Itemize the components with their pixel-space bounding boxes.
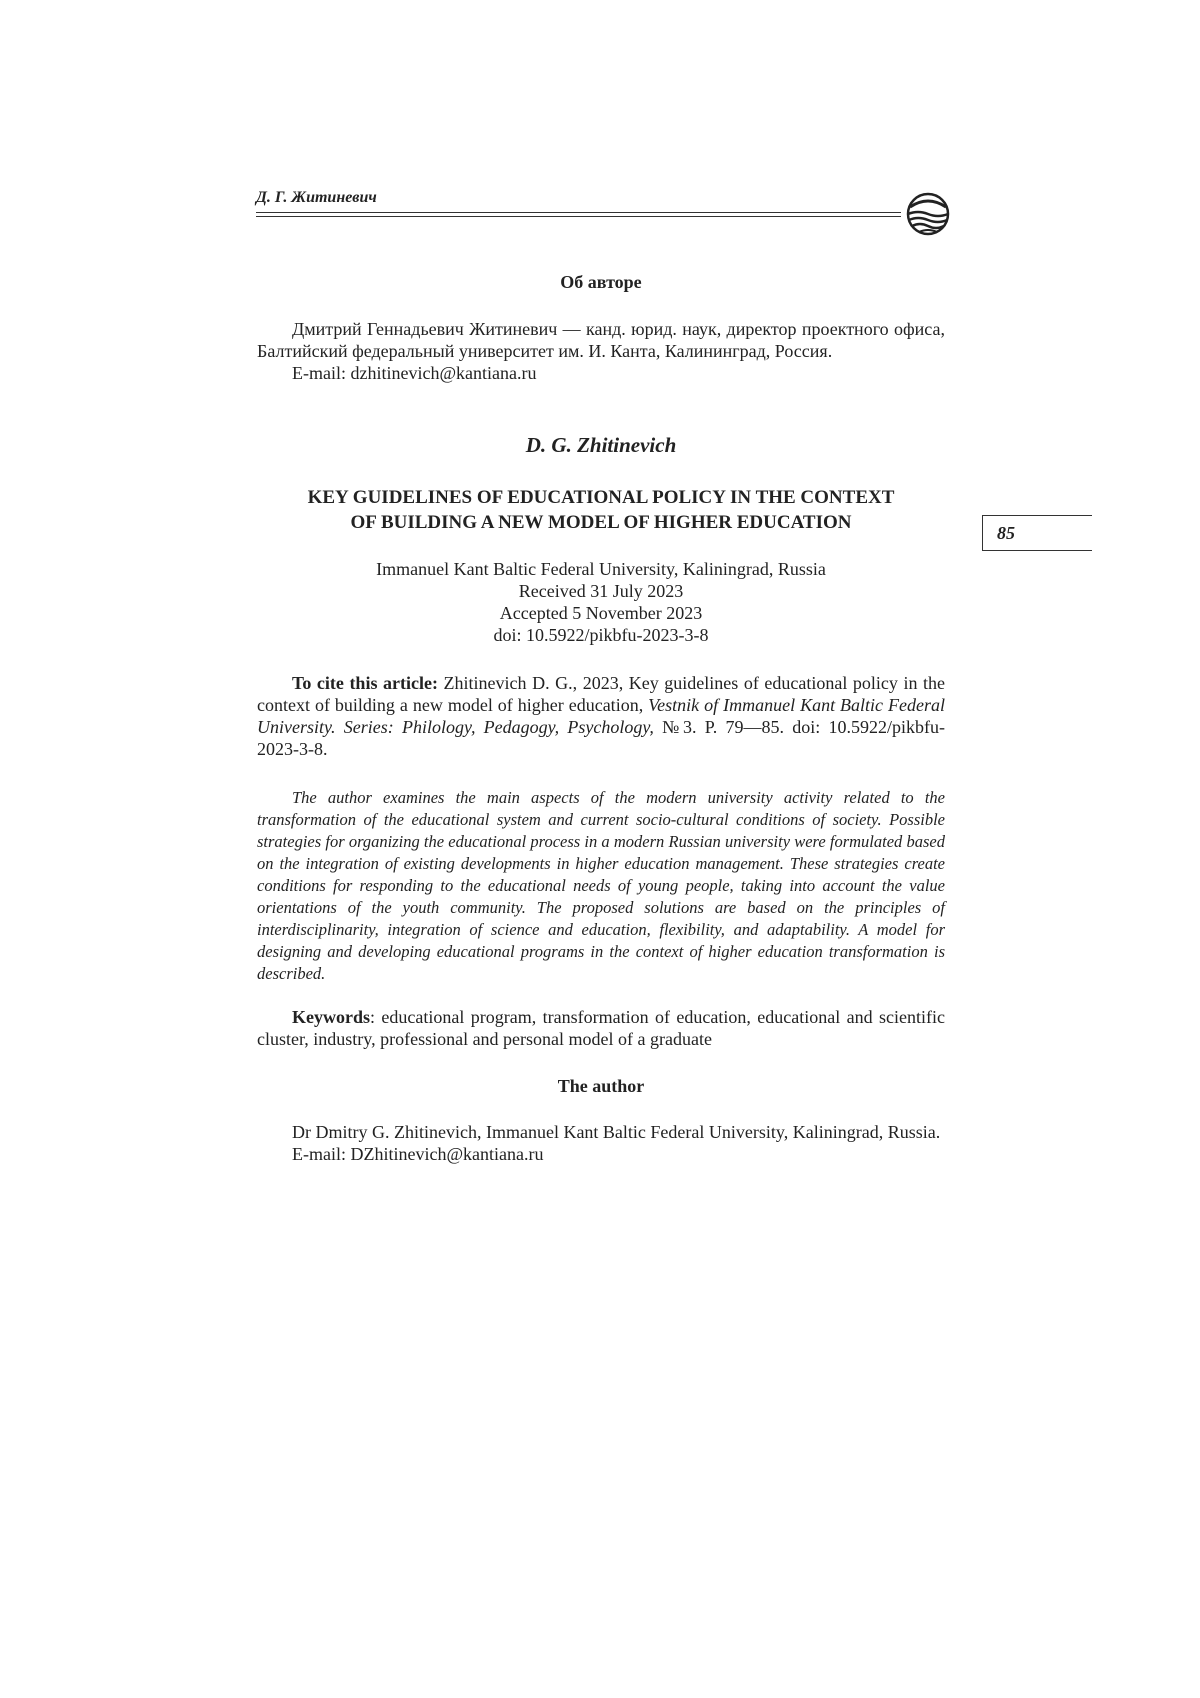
page-number: 85 <box>997 523 1015 543</box>
about-en-bio: Dr Dmitry G. Zhitinevich, Immanuel Kant Baltic Federal University, Kaliningrad, Russia. <box>292 1122 941 1142</box>
citation-text-2: №3. P. 79—85. doi: 10.5922/pikbfu-2023-3-8. <box>257 717 946 759</box>
accepted-date: Accepted 5 November 2023 <box>499 603 703 623</box>
header-rule <box>256 212 901 213</box>
article-author: D. G. Zhitinevich <box>525 433 677 457</box>
about-en-email: E-mail: DZhitinevich@kantiana.ru <box>292 1144 544 1164</box>
journal-logo-icon <box>903 189 953 239</box>
page-number-box <box>982 515 1092 551</box>
article-doi: doi: 10.5922/pikbfu-2023-3-8 <box>493 625 709 645</box>
article-meta <box>257 558 945 646</box>
keywords-label: Keywords <box>292 1007 370 1027</box>
citation <box>257 672 945 760</box>
keywords <box>257 1006 945 1050</box>
citation-text-1: Zhitinevich D. G., 2023, Key guidelines of educational policy in the context of building a new model of higher education, <box>257 673 946 715</box>
keywords-text: : educational program, transformation of education, educational and scientific cluster, industry, professional and personal model of a graduate <box>257 1007 945 1049</box>
article-title <box>257 485 945 535</box>
citation-label: To cite this article: <box>292 673 438 693</box>
affiliation: Immanuel Kant Baltic Federal University, Kaliningrad, Russia <box>376 559 826 579</box>
about-en-heading: The author <box>557 1076 645 1096</box>
about-ru-bio: Дмитрий Геннадьевич Житиневич — канд. юрид. наук, директор проектного офиса, Балтийский федеральный университет им. И. Канта, Калининград, Россия. <box>257 319 945 361</box>
received-date: Received 31 July 2023 <box>518 581 684 601</box>
citation-journal: Vestnik of Immanuel Kant Baltic Federal University. Series: Philology, Pedagogy, Psychology, <box>257 695 945 737</box>
about-ru-section <box>257 318 945 384</box>
about-en-section <box>257 1121 945 1165</box>
article-title-line-2: OF BUILDING A NEW MODEL OF HIGHER EDUCATION <box>350 512 852 533</box>
about-ru-heading: Об авторе <box>560 272 642 292</box>
article-title-line-1: KEY GUIDELINES OF EDUCATIONAL POLICY IN THE CONTEXT <box>307 487 895 508</box>
running-head: Д. Г. Житиневич <box>256 189 377 206</box>
header-rule-double <box>256 216 901 217</box>
abstract: The author examines the main aspects of the modern university activity related to the transformation of the educational system and current socio-cultural conditions of society. Possible strategies for organizing the educational process in a modern Russian university were formulated based on the integration of existing developments in higher education management. These strategies create conditions for responding to the educational needs of young people, taking into account the value orientations of the youth community. The proposed solutions are based on the principles of interdisciplinarity, integration of science and education, flexibility, and adaptability. A model for designing and developing educational programs in the context of higher education transformation is described. <box>257 788 945 983</box>
about-ru-email: E-mail: dzhitinevich@kantiana.ru <box>292 363 537 383</box>
